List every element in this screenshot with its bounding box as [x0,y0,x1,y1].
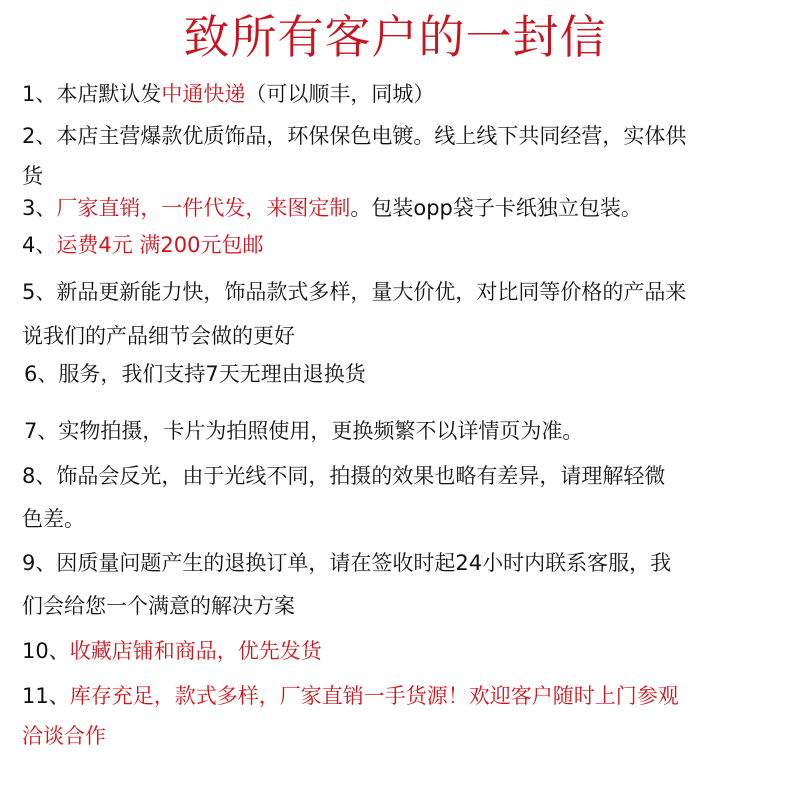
notice-item-4 [22,225,778,265]
item-text-line2: 色差。 [22,507,85,531]
item-highlight: 厂家直销，一件代发，来图定制 [56,196,351,220]
notice-item-7 [24,411,780,451]
item-number: 6、 [24,362,59,386]
item-highlight-line2: 洽谈合作 [22,724,106,748]
item-highlight: 收藏店铺和商品，优先发货 [69,639,322,663]
item-number: 3、 [22,196,57,220]
item-text: 服务，我们支持7天无理由退换货 [58,362,366,386]
item-highlight: 运费4元 满200元包邮 [56,233,264,257]
item-number: 5、 [22,280,57,304]
item-number: 10、 [22,639,70,663]
item-number: 4、 [22,233,57,257]
notice-item-10 [22,631,778,671]
item-text: 。包装opp袋子卡纸独立包装。 [350,196,642,220]
item-text-line2: 们会给您一个满意的解决方案 [22,594,295,618]
item-number: 7、 [24,419,59,443]
notice-item-9 [22,543,778,626]
item-number: 2、 [22,124,57,148]
item-highlight-line1: 库存充足，款式多样，厂家直销一手货源！欢迎客户随时上门参观 [69,684,679,708]
notice-item-5 [22,272,778,356]
item-text-line2: 货 [22,164,43,188]
notice-item-3 [22,188,778,228]
item-number: 1、 [22,82,57,106]
item-text: 实物拍摄，卡片为拍照使用，更换频繁不以详情页为准。 [58,419,584,443]
notice-item-2 [22,116,778,196]
item-text-line1: 新品更新能力快，饰品款式多样，量大价优，对比同等价格的产品来 [56,280,687,304]
item-text-line1: 本店主营爆款优质饰品，环保保色电镀。线上线下共同经营，实体供 [56,124,687,148]
notice-item-11 [22,676,778,756]
item-text-line1: 因质量问题产生的退换订单，请在签收时起24小时内联系客服，我 [56,551,672,575]
item-number: 8、 [22,464,57,488]
letter-title: 致所有客户的一封信 [183,10,607,64]
item-text-line1: 饰品会反光，由于光线不同，拍摄的效果也略有差异，请理解轻微 [56,464,666,488]
notice-item-8 [22,456,778,539]
item-number: 11、 [22,684,70,708]
item-highlight: 中通快递 [161,82,246,106]
item-text-line2: 说我们的产品细节会做的更好 [22,324,295,348]
item-text: 本店默认发 [56,82,162,106]
item-number: 9、 [22,551,57,575]
item-text-cont: （可以顺丰，同城） [245,82,435,106]
notice-item-6 [24,354,780,394]
notice-item-1 [22,74,778,114]
